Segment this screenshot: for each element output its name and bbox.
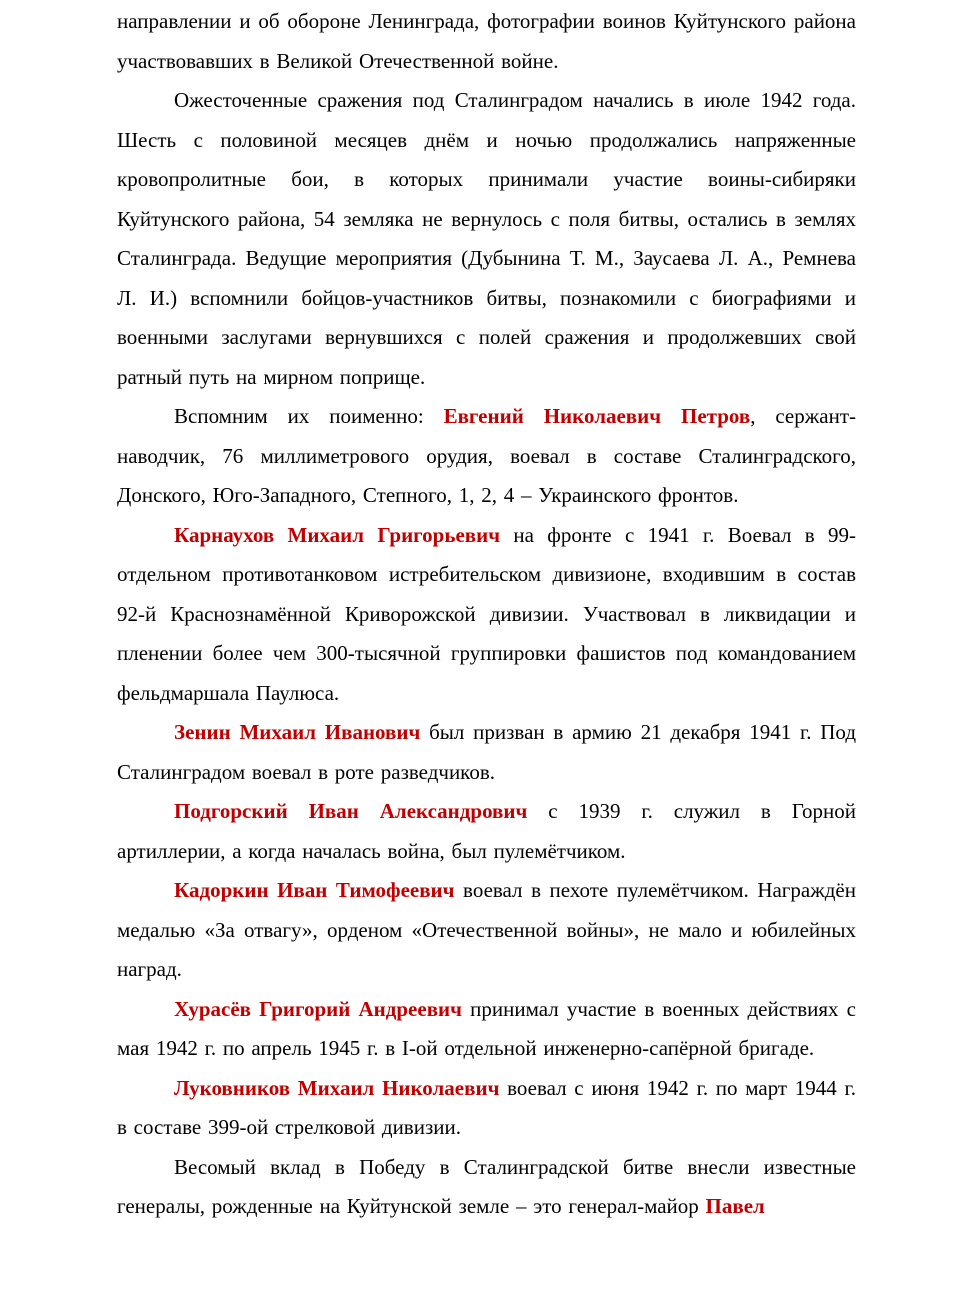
paragraph xyxy=(117,871,856,990)
text-run: , сержант-наводчик, 76 миллиметрового орудия, воевал в составе Сталинградского, Донского, Юго-Западного, Степного, 1, 2, 4 – Украинского фронтов. xyxy=(117,404,856,507)
highlighted-name: Павел xyxy=(705,1194,765,1218)
text-run: воевал в пехоте пулемётчиком. Награждён медалью «За отвагу», орденом «Отечественной войны», не мало и юбилейных наград. xyxy=(117,878,856,981)
paragraph xyxy=(117,1069,856,1148)
text-run: принимал участие в военных действиях с мая 1942 г. по апрель 1945 г. в I-ой отдельной инженерно-сапёрной бригаде. xyxy=(117,996,856,1060)
paragraph xyxy=(117,990,856,1069)
document-body xyxy=(117,2,856,1227)
paragraph xyxy=(117,81,856,397)
text-run: Ожесточенные сражения под Сталинградом начались в июле 1942 года. Шесть с половиной месяцев днём и ночью продолжались напряженные кровопролитные бои, в которых принимали участие воины-сибиряки Куйтунского района, 54 земляка не вернулось с поля битвы, остались в землях Сталинграда. Ведущие мероприятия (Дубынина Т. М., Заусаева Л. А., Ремнева Л. И.) вспомнили бойцов-участников битвы, познакомили с биографиями и военными заслугами вернувшихся с полей сражения и продолжевших свой ратный путь на мирном поприще. xyxy=(117,88,856,389)
highlighted-name: Луковников Михаил Николаевич xyxy=(174,1075,500,1100)
highlighted-name: Подгорский Иван Александрович xyxy=(174,799,528,823)
highlighted-name: Карнаухов Михаил Григорьевич xyxy=(174,522,501,547)
paragraph xyxy=(117,792,856,871)
paragraph xyxy=(117,2,856,81)
highlighted-name: Хурасёв Григорий Андреевич xyxy=(174,996,462,1021)
paragraph xyxy=(117,516,856,714)
paragraph xyxy=(117,397,856,516)
text-run: Весомый вклад в Победу в Сталинградской битве внесли известные генералы, рожденные на Куйтунской земле – это генерал-майор xyxy=(117,1154,856,1218)
paragraph xyxy=(117,713,856,792)
text-run: с 1939 г. служил в Горной артиллерии, а когда началась война, был пулемётчиком. xyxy=(117,799,856,863)
text-run: направлении и об обороне Ленинграда, фотографии воинов Куйтунского района участвовавших в Великой Отечественной войне. xyxy=(117,9,856,73)
highlighted-name: Кадоркин Иван Тимофеевич xyxy=(174,878,455,902)
text-run: Вспомним их поименно: xyxy=(174,404,444,428)
text-run: на фронте с 1941 г. Воевал в 99-отдельном противотанковом истребительском дивизионе, входившим в состав 92-й Краснознамённой Криворожской дивизии. Участвовал в ликвидации и пленении более чем 300-тысячной группировки фашистов под командованием фельдмаршала Паулюса. xyxy=(117,522,856,705)
text-run: воевал с июня 1942 г. по март 1944 г. в составе 399-ой стрелковой дивизии. xyxy=(117,1075,857,1139)
paragraph xyxy=(117,1148,856,1227)
highlighted-name: Зенин Михаил Иванович xyxy=(174,720,421,744)
text-run: был призван в армию 21 декабря 1941 г. Под Сталинградом воевал в роте разведчиков. xyxy=(117,720,857,784)
highlighted-name: Евгений Николаевич Петров xyxy=(443,404,751,428)
